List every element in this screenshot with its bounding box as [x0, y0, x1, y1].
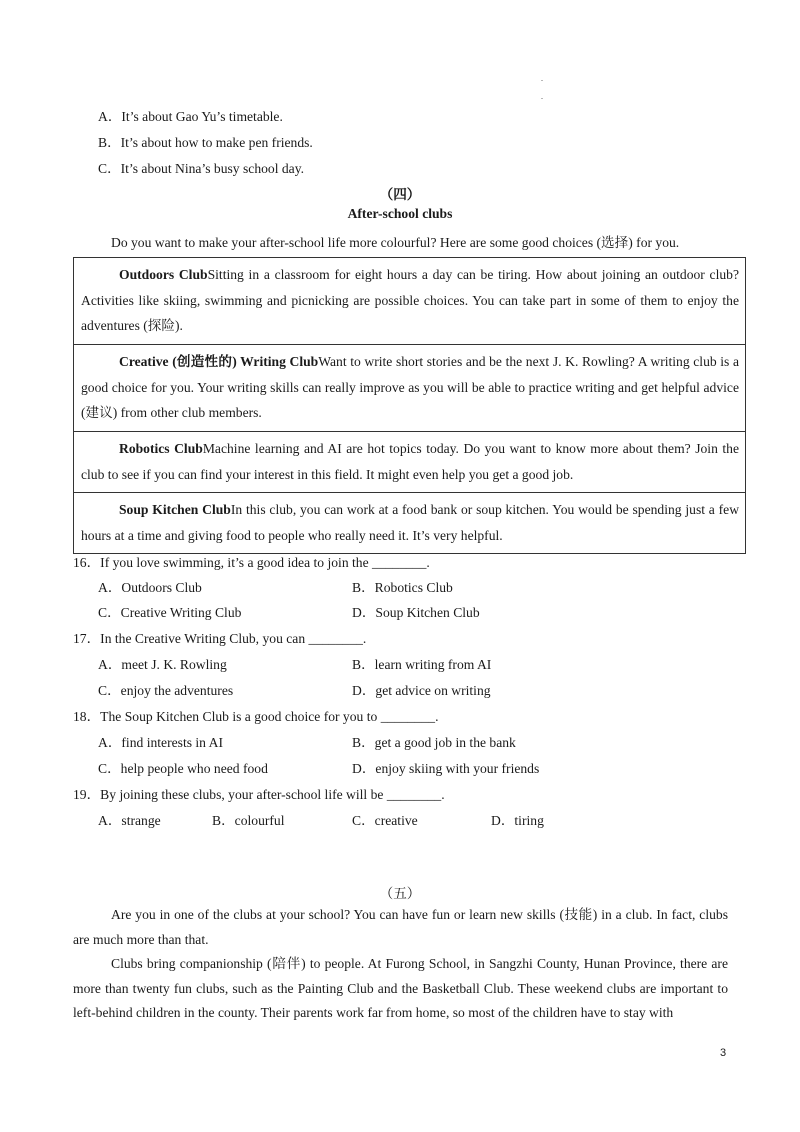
question-16-option-d: D．Soup Kitchen Club — [352, 605, 480, 620]
question-16-option-c: C．Creative Writing Club — [98, 605, 242, 620]
section-4-number: （四） — [379, 187, 421, 202]
question-16-option-b: B．Robotics Club — [352, 580, 453, 595]
paragraph-text: Are you in one of the clubs at your school? You can have fun or learn new skills (技能) in a club. In fact, clubs are much more than that. — [73, 907, 728, 947]
club-description: Machine learning and AI are hot topics today. Do you want to know more about them? Join the club to see if you can find your interest in this field. It might even help you get a good job. — [81, 441, 739, 482]
question-19-stem: 19．By joining these clubs, your after-school life will be ________. — [73, 787, 445, 802]
club-description: In this club, you can work at a food bank or soup kitchen. You would be spending just a few hours at a time and giving food to people who really need it. It’s very helpful. — [81, 502, 740, 543]
question-19-option-b: B．colourful — [212, 813, 285, 828]
section-5-paragraph-2 — [73, 952, 728, 1026]
club-name: Robotics Club — [119, 441, 203, 456]
club-outdoors — [74, 258, 745, 344]
section-5-paragraph-1 — [73, 903, 728, 952]
club-name: Soup Kitchen Club — [119, 502, 231, 517]
section-5-number: （五） — [379, 886, 421, 901]
question-17-option-d: D．get advice on writing — [352, 683, 491, 698]
paragraph-text: Clubs bring companionship (陪伴) to people. At Furong School, in Sangzhi County, Hunan Province, there are more than twenty fun clubs, such as the Painting Club and the Basketball Club. These weekend clubs are important to left-behind children in the county. Their parents work far from home, so most of the children have to stay with — [73, 956, 728, 1020]
question-17-option-b: B．learn writing from AI — [352, 657, 492, 672]
scan-mark: . — [541, 74, 543, 83]
question-19-option-c: C．creative — [352, 813, 418, 828]
clubs-table — [73, 257, 746, 554]
question-18-option-d: D．enjoy skiing with your friends — [352, 761, 540, 776]
question-17-option-a: A．meet J. K. Rowling — [98, 657, 227, 672]
question-19-option-d: D．tiring — [491, 813, 544, 828]
section-4-title: After-school clubs — [347, 206, 453, 221]
club-robotics — [74, 431, 745, 492]
club-soup-kitchen — [74, 492, 745, 553]
club-description: Want to write short stories and be the next J. K. Rowling? A writing club is a good choice for you. Your writing skills can really improve as you will be able to practice writing and get helpful advice (建议) from other club members. — [81, 354, 740, 420]
question-17-option-c: C．enjoy the adventures — [98, 683, 234, 698]
prev-option-b: B．It’s about how to make pen friends. — [98, 135, 313, 150]
prev-option-c: C．It’s about Nina’s busy school day. — [98, 161, 305, 176]
page-number: 3 — [720, 1047, 727, 1059]
club-name: Creative (创造性的) Writing Club — [119, 354, 319, 369]
question-17-stem: 17．In the Creative Writing Club, you can ________. — [73, 631, 367, 646]
club-creative-writing — [74, 344, 745, 431]
question-16-stem: 16．If you love swimming, it’s a good idea to join the ________. — [73, 555, 430, 570]
question-19-option-a: A．strange — [98, 813, 161, 828]
question-18-option-b: B．get a good job in the bank — [352, 735, 516, 750]
club-description: Sitting in a classroom for eight hours a day can be tiring. How about joining an outdoor club? Activities like skiing, swimming and picnicking are possible choices. You can take part in some of them to enjoy the adventures (探险). — [81, 267, 739, 333]
question-16-option-a: A．Outdoors Club — [98, 580, 202, 595]
prev-option-a: A．It’s about Gao Yu’s timetable. — [98, 109, 283, 124]
question-18-option-a: A．find interests in AI — [98, 735, 223, 750]
section-4-intro: Do you want to make your after-school life more colourful? Here are some good choices (选择) for you. — [111, 235, 680, 250]
question-18-option-c: C．help people who need food — [98, 761, 268, 776]
question-18-stem: 18．The Soup Kitchen Club is a good choice for you to ________. — [73, 709, 439, 724]
scan-mark: . — [541, 92, 543, 101]
club-name: Outdoors Club — [119, 267, 208, 282]
